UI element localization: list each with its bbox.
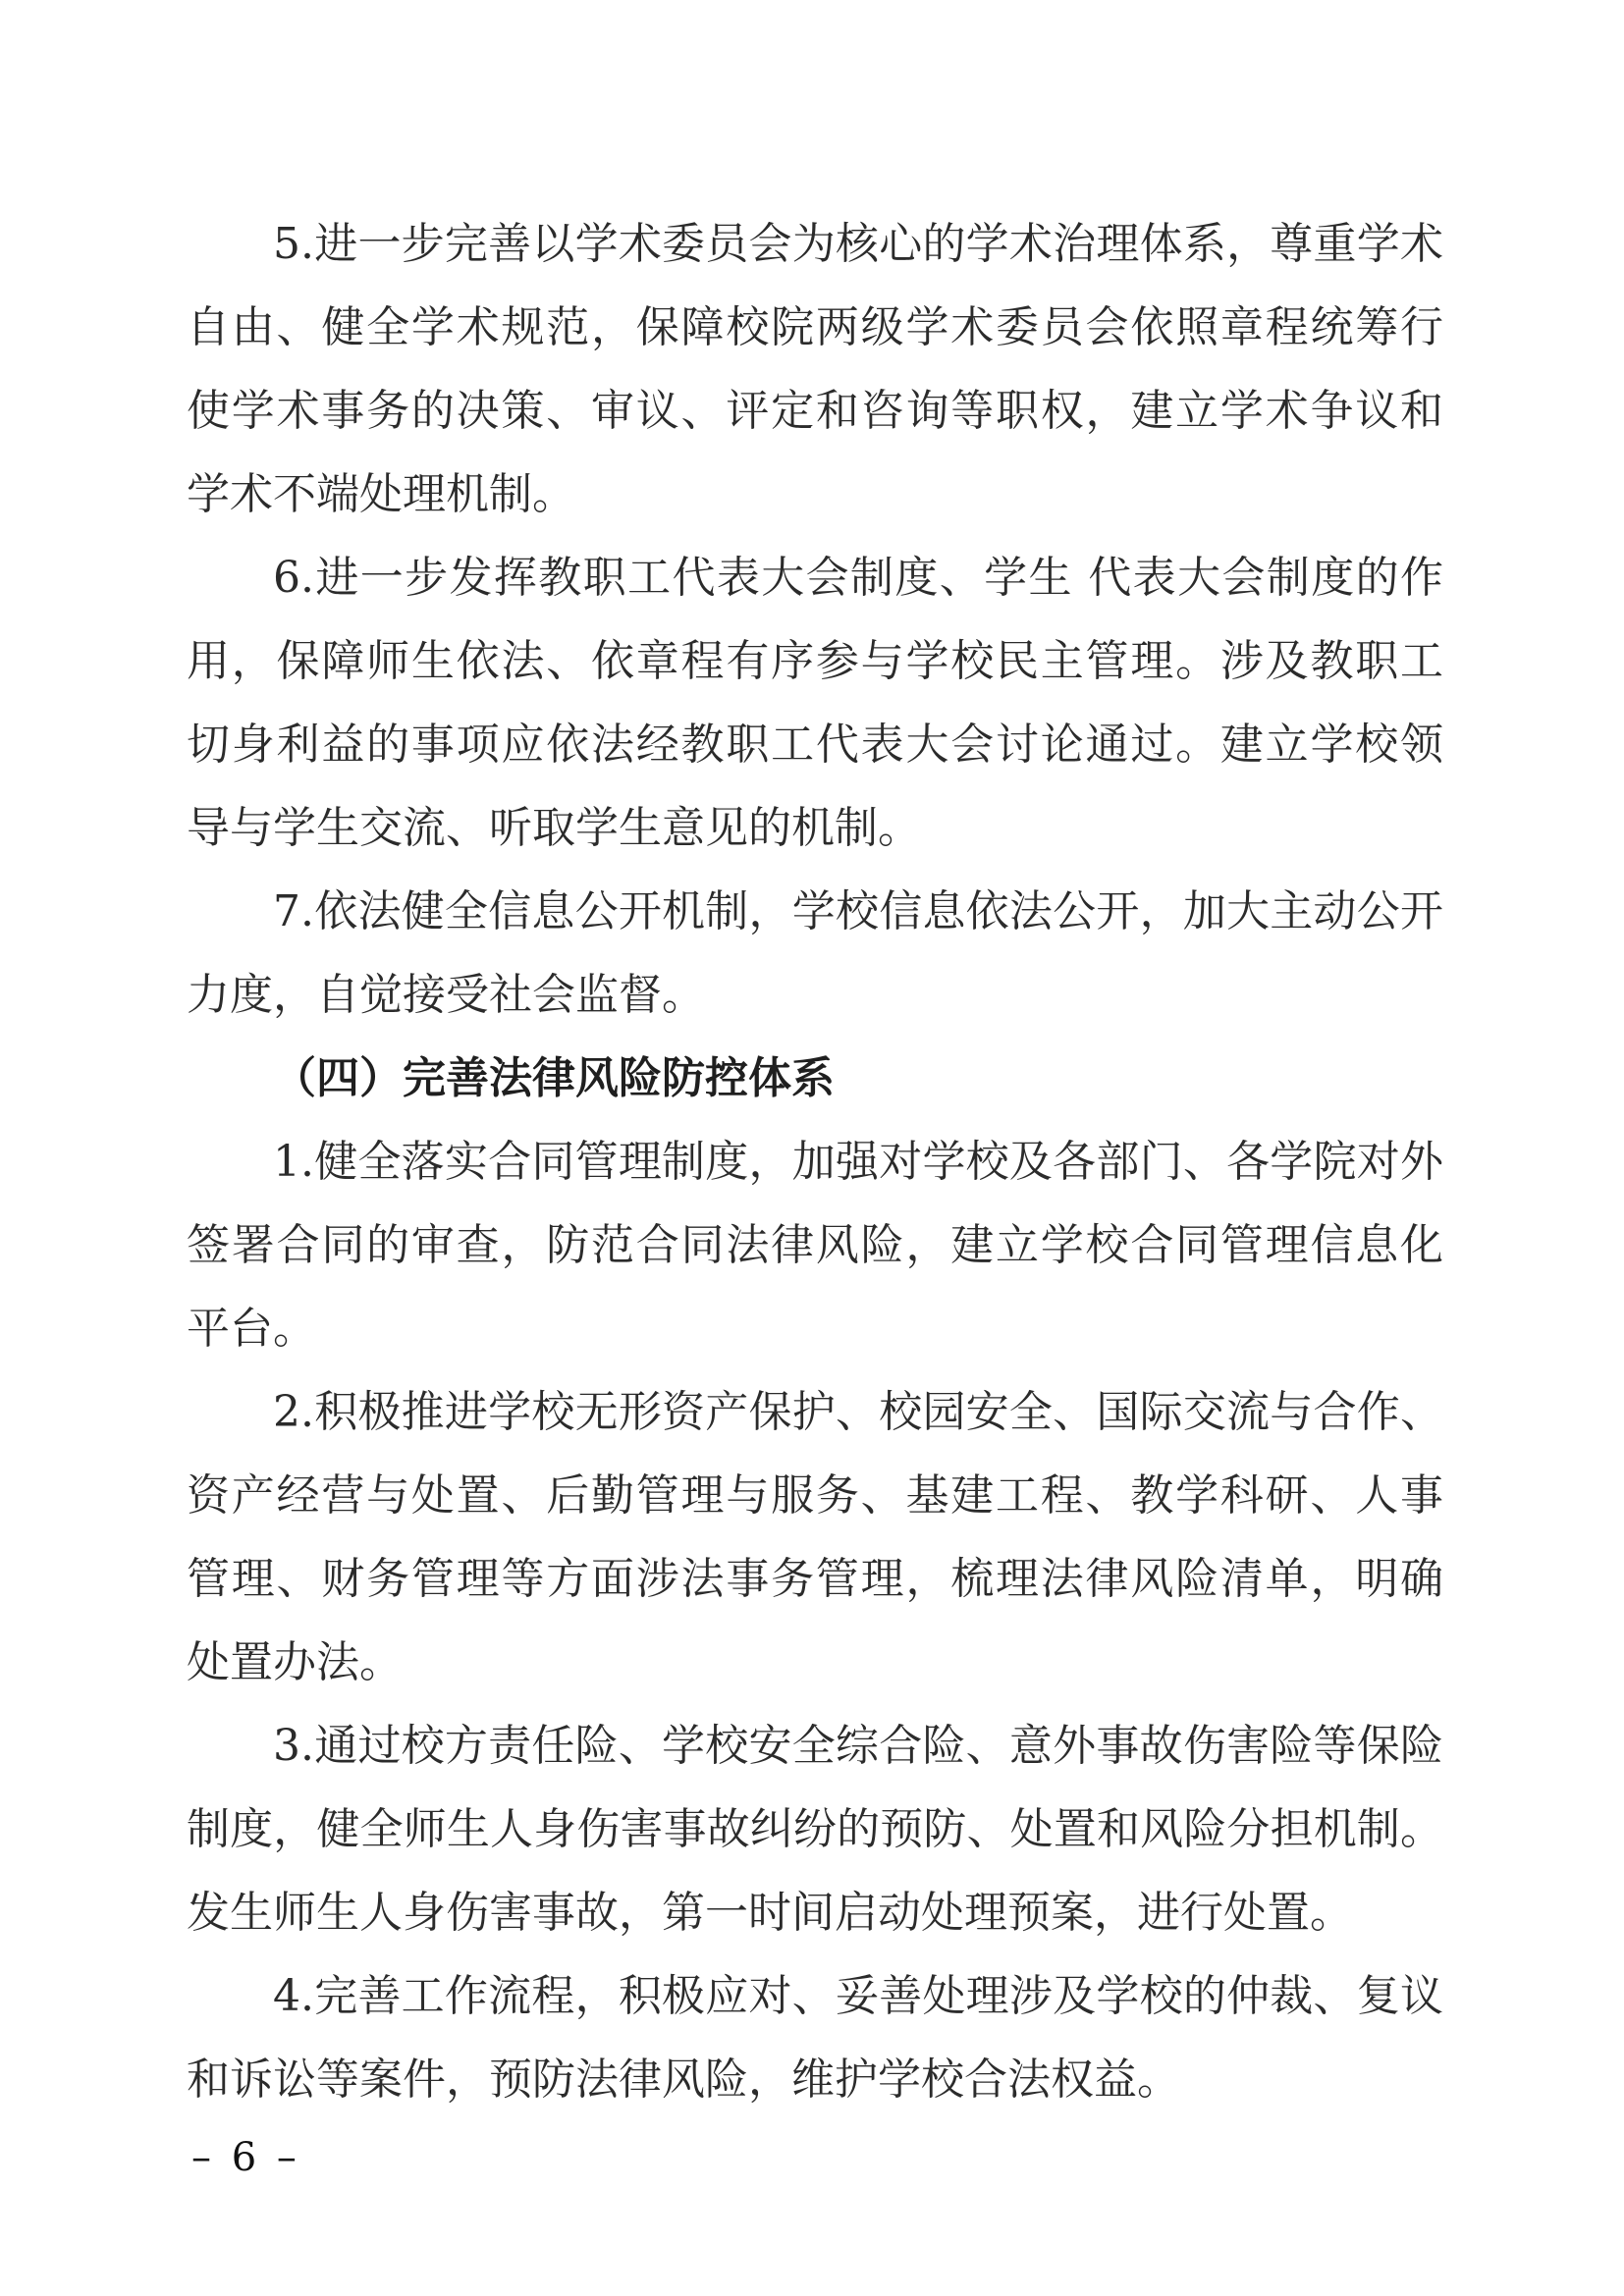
document-line: 1.健全落实合同管理制度，加强对学校及各部门、各学院对外	[273, 1137, 1443, 1187]
document-line: 处置办法。	[187, 1637, 403, 1687]
document-line: 和诉讼等案件，预防法律风险，维护学校合法权益。	[187, 2055, 1180, 2105]
document-line: 使学术事务的决策、审议、评定和咨询等职权，建立学术争议和	[187, 386, 1443, 436]
document-line: 资产经营与处置、后勤管理与服务、基建工程、教学科研、人事	[187, 1470, 1443, 1521]
text-block	[187, 202, 1443, 2121]
document-line: 自由、健全学术规范，保障校院两级学术委员会依照章程统筹行	[187, 302, 1443, 352]
document-line: 导与学生交流、听取学生意见的机制。	[187, 803, 921, 853]
document-line: 7.依法健全信息公开机制，学校信息依法公开，加大主动公开	[273, 886, 1443, 936]
document-line: 切身利益的事项应依法经教职工代表大会讨论通过。建立学校领	[187, 720, 1443, 770]
document-line: 发生师生人身伤害事故，第一时间启动处理预案，进行处置。	[187, 1888, 1353, 1938]
document-line: 2.积极推进学校无形资产保护、校园安全、国际交流与合作、	[273, 1387, 1443, 1437]
document-line: 签署合同的审查，防范合同法律风险，建立学校合同管理信息化	[187, 1220, 1443, 1270]
page-number: – 6 –	[191, 2135, 297, 2180]
document-line: 力度，自觉接受社会监督。	[187, 970, 705, 1020]
document-line: 制度，健全师生人身伤害事故纠纷的预防、处置和风险分担机制。	[187, 1804, 1443, 1854]
document-line: 4.完善工作流程，积极应对、妥善处理涉及学校的仲裁、复议	[273, 1971, 1443, 2021]
document-line: 管理、财务管理等方面涉法事务管理，梳理法律风险清单，明确	[187, 1554, 1443, 1604]
document-line: 5.进一步完善以学术委员会为核心的学术治理体系，尊重学术	[273, 219, 1443, 269]
document-line: 6.进一步发挥教职工代表大会制度、学生 代表大会制度的作	[273, 553, 1443, 603]
document-line: 学术不端处理机制。	[187, 469, 575, 519]
document-line: 3.通过校方责任险、学校安全综合险、意外事故伤害险等保险	[273, 1721, 1443, 1771]
document-line: 用，保障师生依法、依章程有序参与学校民主管理。涉及教职工	[187, 636, 1443, 686]
section-heading: （四）完善法律风险防控体系	[273, 1053, 835, 1103]
document-line: 平台。	[187, 1304, 316, 1354]
